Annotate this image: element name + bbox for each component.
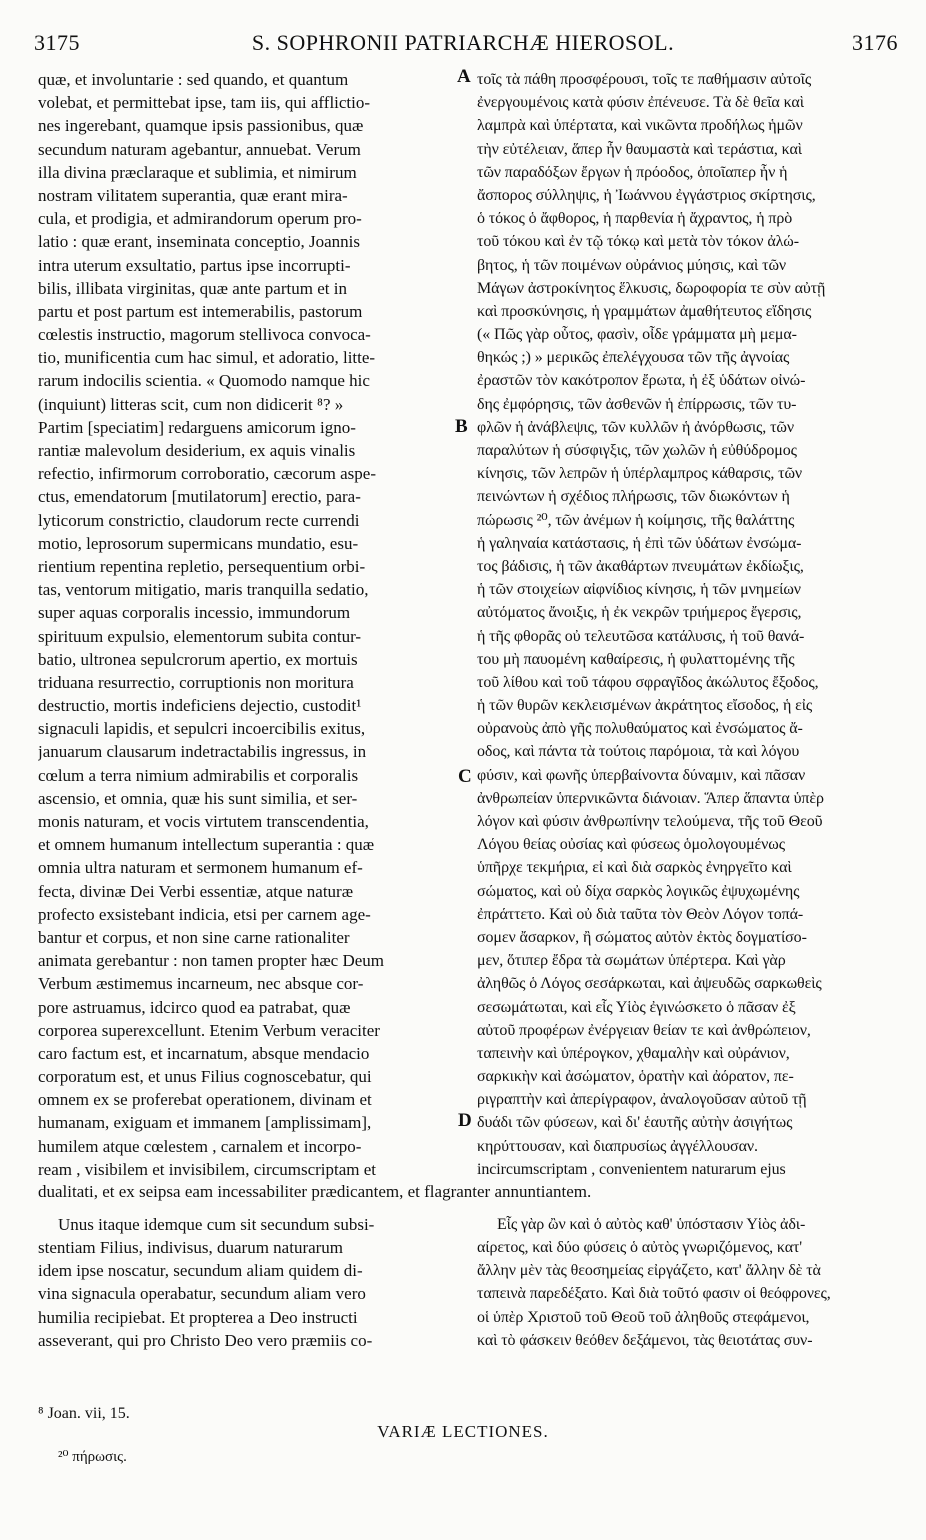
latin-text-line: idem ipse noscatur, secundum aliam quidem di- (38, 1261, 363, 1281)
section-marker-a: A (457, 66, 471, 87)
greek-text-line: κίνησις, τῶν λεπρῶν ἡ ὑπέρλαμπρος κάθαρσις, τῶν (477, 465, 803, 483)
greek-text-line: τοῖς τὰ πάθη προσφέρουσι, τοῖς τε παθήμασιν αὐτοῖς (477, 71, 812, 88)
latin-text-line: signaculi lapidis, et sepulcri incoercibilis exitus, (38, 719, 366, 739)
greek-text-line: σώματος, καὶ οὐ δίχα σαρκὸς λογικῶς ἐψυχωμένης (477, 882, 800, 900)
latin-text-line: corporatum est, et unus Filius cognoscebatur, qui (38, 1067, 372, 1087)
latin-text-line: bantur et corpus, et non sine carne rationaliter (38, 927, 350, 947)
greek-text-line: Εἷς γὰρ ὢν καὶ ὁ αὐτὸς καθ' ὑπόστασιν Υἱὸς ἀδι- (497, 1215, 806, 1233)
latin-text-line: asseverant, qui pro Christo Deo vero præmiis co- (38, 1330, 373, 1350)
greek-text-line: καὶ προσκύνησις, ἡ γραμμάτων ἀμαθήτευτος εἴδησις (477, 302, 812, 320)
greek-text-line: δυάδι τῶν φύσεων, καὶ δι' ἑαυτῆς αὐτὴν ἀσιγήτως (477, 1114, 793, 1132)
latin-text-line: profecto exsistebant indicia, etsi per carnem age- (38, 904, 371, 924)
greek-text-line: οἱ ὑπὲρ Χριστοῦ τοῦ Θεοῦ τοῦ ἀληθοῦς στεφάμενοι, (477, 1308, 810, 1326)
greek-text-line: βητος, ἡ τῶν ποιμένων οὐράνιος μύησις, καὶ τῶν (477, 256, 787, 274)
running-header (0, 30, 926, 60)
greek-text-line: ταπεινὰ παρεδέξατο. Καὶ διὰ τοῦτό φασιν οἱ θεόφρονες, (477, 1285, 831, 1303)
latin-text-line: omnem ex se proferebat operationem, divinam et (38, 1090, 372, 1110)
greek-text-line: θηκώς ;) » μερικῶς ἐπελέγχουσα τῶν τῆς ἀγνοίας (477, 349, 790, 367)
latin-spanning-line: dualitati, et ex seipsa eam incessabiliter prædicantem, et flagranter annuntiantem. (38, 1181, 592, 1201)
greek-text-line: κηρύττουσαν, καὶ διαπρυσίως ἀγγέλλουσαν. (477, 1137, 758, 1155)
greek-text-line: σαρκικὴν καὶ ἀσώματον, ὁρατὴν καὶ ἀόρατον, πε- (477, 1068, 794, 1086)
latin-text-line: et omnem humanum intellectum superantia : quæ (38, 835, 375, 855)
section-marker-d: D (458, 1110, 472, 1131)
greek-text-line: αὐτόματος ἄνοιξις, ἡ ἐκ νεκρῶν τριήμερος ἔγερσις, (477, 604, 802, 622)
greek-text-line: Λόγου θείας οὐσίας καὶ φύσεως ὁμολογουμένως (477, 836, 785, 854)
variae-lectiones-title: VARIÆ LECTIONES. (377, 1422, 549, 1441)
latin-text-line: triduana resurrectio, corruptionis non moritura (38, 672, 354, 692)
greek-text-line: πεινώντων ἡ σχέδιος πλήρωσις, τῶν διωκόντων ἡ (477, 488, 790, 506)
latin-text-line: bilis, illibata virginitas, quæ ante partum et in (38, 278, 347, 298)
latin-text-line: humilem atque cœlestem , carnalem et incorpo- (38, 1136, 362, 1156)
greek-text-line: ἄλλην μὲν τὰς θεοσημείας εἰργάζετο, κατ' ἄλλην δὲ τὰ (477, 1262, 821, 1280)
latin-text-line: volebat, et permittebat ipse, tam iis, qui afflictio- (38, 93, 371, 113)
greek-text-line: ἀνθρωπείαν ὑπερνικῶντα διάνοιαν. Ἅπερ ἅπαντα ὑπὲρ (477, 789, 824, 807)
greek-paragraph-2 (477, 1213, 895, 1352)
latin-text-line: tio, munificentia cum hac simul, et adoratio, litte- (38, 348, 376, 368)
latin-text-line: destructio, mortis indeficiens dejectio, custodit¹ (38, 696, 362, 716)
greek-text-line: δης ἐμφόρησις, τῶν ἀσθενῶν ἡ ἐπίρρωσις, τῶν τυ- (477, 395, 797, 413)
latin-text-line: refectio, infirmorum corroboratio, cæcorum aspe- (38, 464, 376, 484)
greek-text-line: ριγραπτὴν καὶ ἀπερίγραφον, ἀναλογοῦσαν αὐτοῦ τῇ (477, 1091, 807, 1109)
greek-text-line: σομεν ἄσαρκον, ἢ σώματος αὐτὸν ἐκτὸς δογματίσο- (477, 928, 807, 946)
latin-text-line: cula, et prodigia, et admirandorum operum pro- (38, 209, 362, 229)
latin-text-line: humanam, exiguam et immanem [amplissimam], (38, 1113, 372, 1133)
greek-text-line: φύσιν, καὶ φωνῆς ὑπερβαίνοντα δύναμιν, καὶ πᾶσαν (477, 766, 806, 784)
greek-text-line: ἐνεργουμένοις κατὰ φύσιν ἐπένευσε. Τὰ δὲ θεῖα καὶ (477, 94, 804, 112)
greek-text-line: τοῦ λίθου καὶ τοῦ τάφου σφραγῖδος ἀκώλυτος ἔξοδος, (477, 673, 819, 691)
greek-text-line: λόγον καὶ φύσιν ἀνθρωπίνην τελούμενα, τῆς τοῦ Θεοῦ (477, 813, 823, 830)
greek-text-line: ἡ γαληναία κατάστασις, ἡ ἐπὶ τῶν ὑδάτων ἐνσώμα- (477, 534, 802, 552)
greek-text-line: ὁ τόκος ὁ ἄφθορος, ἡ παρθενία ἡ ἄχραντος, ἡ πρὸ (477, 210, 793, 228)
latin-text-line: (inquiunt) litteras scit, cum non didicerit ⁸? » (38, 394, 344, 414)
latin-text-line: nes ingerebant, quamque ipsis passionibus, quæ (38, 116, 364, 136)
section-marker-b: B (455, 416, 468, 437)
latin-text-line: motio, leprosorum supermicans mundatio, esu- (38, 533, 359, 553)
greek-text-line: αίρετος, καὶ δύο φύσεις ὁ αὐτὸς γνωριζόμενος, κατ' (477, 1238, 803, 1256)
latin-text-line: vina signacula operabatur, secundum aliam vero (38, 1284, 366, 1304)
latin-paragraph-2 (38, 1213, 466, 1352)
latin-text-line: cœlestis instructio, magorum stellivoca convoca- (38, 325, 371, 345)
greek-text-line: τῶν παραδόξων ἔργων ἡ πρόοδος, ὁποῖαπερ ἦν ἡ (477, 163, 788, 181)
greek-text-line: ἀληθῶς ὁ Λόγος σεσάρκωται, καὶ ἀψευδῶς σαρκωθεὶς (477, 975, 822, 993)
greek-text-line: φλῶν ἡ ἀνάβλεψις, τῶν κυλλῶν ἡ ἀνόρθωσις, τῶν (477, 418, 794, 436)
page-number-left: 3175 (34, 30, 80, 55)
latin-text-line: fecta, divinæ Dei Verbi essentiæ, atque naturæ (38, 881, 354, 901)
greek-text-line: οὐρανοὺς ἀπὸ γῆς πολυθαύματος καὶ ἐνσώματος ἄ- (477, 720, 803, 738)
latin-text-line: Partim [speciatim] redarguens amicorum igno- (38, 417, 356, 437)
latin-column (38, 68, 466, 1181)
section-marker-c: C (458, 766, 472, 787)
latin-text-line: nostram vilitatem superantia, quæ erant mira- (38, 185, 348, 205)
greek-text-line: ἡ τῶν στοιχείων αἰφνίδιος κίνησις, ἡ τῶν μνημείων (477, 581, 801, 599)
greek-text-line: Μάγων ἀστροκίνητος ἕλκυσις, δωροφορία τε σὺν αὐτῇ (477, 279, 826, 297)
greek-text-line: αὐτοῦ προφέρων ἐνέργειαν θείαν τε καὶ ἀνθρώπειον, (477, 1021, 811, 1039)
latin-text-line: caro factum est, et incarnatum, absque mendacio (38, 1043, 370, 1063)
latin-text-line: quæ, et involuntarie : sed quando, et quantum (38, 70, 349, 89)
latin-text-line: pore astruamus, idcirco quod ea patrabat, quæ (38, 997, 351, 1017)
latin-text-line: ascensio, et omnia, quæ his sunt similia, et ser- (38, 788, 358, 808)
greek-text-line: ἡ τῆς φθορᾶς οὐ τελευτῶσα κατάλυσις, ἡ τοῦ θανά- (477, 627, 805, 645)
latin-text-line: rarum indocilis scientia. « Quomodo namque hic (38, 371, 370, 391)
greek-text-line: τὴν εὐτέλειαν, ἅπερ ἦν θαυμαστὰ καὶ τεράστια, καὶ (477, 140, 802, 158)
latin-text-line: super aquas corporalis incessio, immundorum (38, 603, 351, 623)
latin-text-line: monis naturam, et vocis virtutem transcendentia, (38, 812, 369, 831)
latin-text-line: latio : quæ erant, inseminata conceptio, Joannis (38, 232, 360, 252)
footnote: ⁸ Joan. vii, 15. (38, 1405, 130, 1422)
greek-text-line: (« Πῶς γὰρ οὗτος, φασὶν, οἶδε γράμματα μὴ μεμα- (477, 326, 797, 344)
latin-text-line: spirituum expulsio, elementorum subita contur- (38, 626, 362, 646)
greek-text-line: incircumscriptam , convenientem naturarum ejus (477, 1160, 786, 1178)
greek-text-line: ἐραστῶν τὸν κακότροπον ἔρωτα, ἡ ἐξ ὑδάτων οἰνώ- (477, 372, 806, 390)
latin-text-line: secundum naturam agebantur, annuebat. Verum (38, 139, 361, 159)
latin-text-line: corporea superexcellunt. Etenim Verbum veraciter (38, 1020, 380, 1040)
greek-text-line: οδος, καὶ πάντα τὰ τούτοις παρόμοια, τὰ καὶ λόγου (477, 743, 800, 761)
latin-text-line: tas, ventorum mitigatio, maris tranquilla sedatio, (38, 580, 369, 600)
greek-text-line: παραλύτων ἡ σύσφιγξις, τῶν χωλῶν ἡ εὐθύδρομος (477, 442, 797, 459)
page-number-right: 3176 (852, 30, 898, 55)
latin-text-line: illa divina præclaraque et sublimia, et nimirum (38, 162, 357, 182)
latin-text-line: cœlum a terra nimium admirabilis et corporalis (38, 765, 359, 785)
latin-text-line: rientium repentina repletio, persequentium orbi- (38, 556, 366, 576)
greek-text-line: ἄσπορος σύλληψις, ἡ Ἰωάννου ἐγγάστριος σκίρτησις, (477, 186, 816, 204)
latin-text-line: januarum clausarum indetractabilis ingressus, in (38, 742, 367, 762)
greek-text-line: ἐπράττετο. Καὶ οὐ διὰ ταῦτα τὸν Θεὸν Λόγον τοπά- (477, 905, 804, 923)
running-title: S. SOPHRONII PATRIARCHÆ HIEROSOL. (251, 30, 675, 55)
latin-text-line: intra uterum exsultatio, partus ipse incorrupti- (38, 255, 351, 275)
greek-text-line: καὶ τὸ φάσκειν θεόθεν δεξάμενοι, τὰς θειοτάτας συν- (477, 1331, 813, 1349)
variae-lectiones-note: ²⁰ πήρωσις. (58, 1449, 127, 1465)
latin-text-line: rantiæ malevolum desiderium, ex aquis vinalis (38, 441, 356, 460)
latin-text-line: Verbum æstimemus incarneum, nec absque cor- (38, 974, 364, 994)
latin-text-line: omnia ultra naturam et sermonem humanum ef- (38, 858, 363, 878)
latin-text-line: humilia recipiebat. Et propterea a Deo instructi (38, 1307, 358, 1327)
greek-text-line: πώρωσις ²⁰, τῶν ἀνέμων ἡ κοίμησις, τῆς θαλάττης (477, 511, 795, 529)
latin-text-line: animata gerebantur : non tamen propter hæc Deum (38, 951, 385, 971)
greek-text-line: λαμπρὰ καὶ ὑπέρτατα, καὶ νικῶντα προδήλως ἡμῶν (477, 117, 803, 135)
latin-text-line: ctus, emendatorum [mutilatorum] erectio, para- (38, 487, 361, 507)
latin-text-line: stentiam Filius, indivisus, duarum naturarum (38, 1237, 344, 1257)
greek-text-line: σεσωμάτωται, καὶ εἷς Υἱὸς ἐγινώσκετο ὁ πᾶσαν ἐξ (477, 998, 796, 1016)
greek-text-line: του μὴ παυομένη καθαίρεσις, ἡ φυλαττομένης τῆς (477, 650, 795, 668)
greek-text-line: τοῦ τόκου καὶ ἐν τῷ τόκῳ καὶ μετὰ τὸν τόκον ἀλώ- (477, 233, 799, 251)
greek-column (477, 68, 895, 1181)
greek-text-line: μεν, ὅτιπερ ἔδρα τὰ σωμάτων ὑπέρτερα. Καὶ γὰρ (477, 952, 786, 970)
latin-text-line: lyticorum constrictio, claudorum recte currendi (38, 510, 360, 530)
latin-text-line: partu et post partum est intemerabilis, pastorum (38, 301, 363, 321)
latin-text-line: ream , visibilem et invisibilem, circumscriptam et (38, 1159, 377, 1179)
greek-text-line: ὑπῆρχε τεκμήρια, εἰ καὶ διὰ σαρκὸς ἐνηργεῖτο καὶ (477, 859, 792, 877)
greek-text-line: ἡ τῶν θυρῶν κεκλεισμένων ἀκράτητος εἴσοδος, ἡ εἰς (477, 697, 813, 715)
latin-text-line: batio, ultronea sepulcrorum apertio, ex mortuis (38, 649, 358, 669)
greek-text-line: τος βάδισις, ἡ τῶν ἀκαθάρτων πνευμάτων ἐκδίωξις, (477, 557, 804, 575)
latin-text-line: Unus itaque idemque cum sit secundum subsi- (58, 1214, 375, 1234)
greek-text-line: ταπεινὴν καὶ ὑπέρογκον, χθαμαλὴν καὶ οὐράνιον, (477, 1044, 790, 1062)
